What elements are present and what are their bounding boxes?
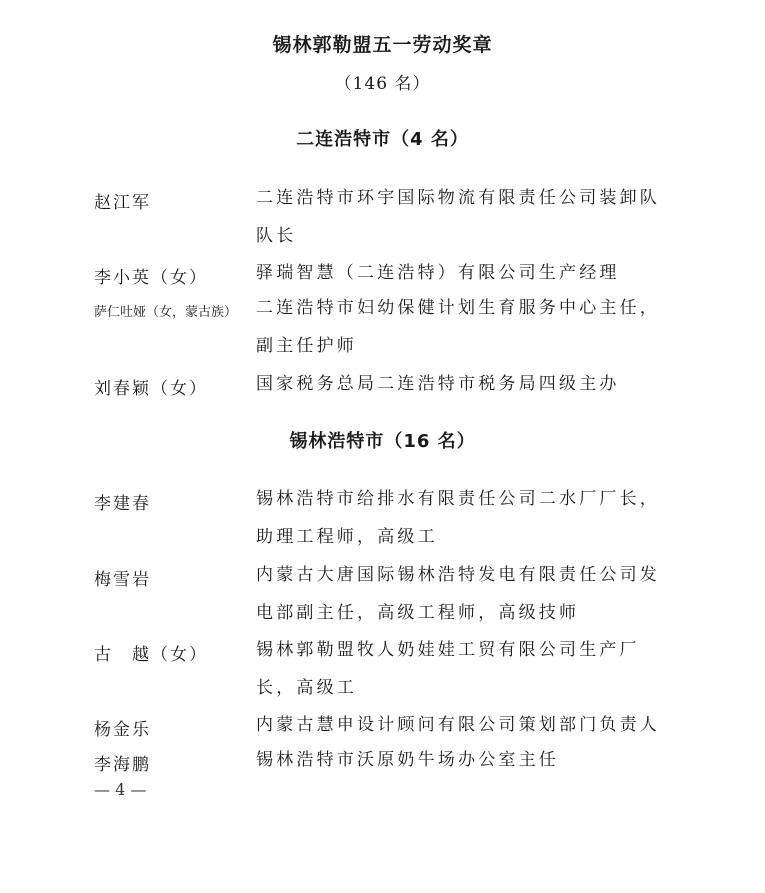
section-heading-erlian: 二连浩特市（4 名） [296, 129, 469, 150]
recipient-description: 内蒙古大唐国际锡林浩特发电有限责任公司发电部副主任，高级工程师，高级技师 [256, 565, 660, 623]
page-subtitle: （146 名） [334, 74, 431, 94]
recipient-description: 锡林郭勒盟牧人奶娃娃工贸有限公司生产厂长，高级工 [256, 640, 640, 698]
recipient-name: 赵江军 [94, 193, 151, 213]
recipient-description: 锡林浩特市沃原奶牛场办公室主任 [256, 750, 559, 770]
recipient-description: 二连浩特市环宇国际物流有限责任公司装卸队队长 [256, 188, 660, 246]
recipient-name: 梅雪岩 [94, 570, 151, 590]
recipient-name: 李建春 [94, 494, 151, 514]
recipient-name: 李海鹏 [94, 755, 151, 775]
section-heading-xilinhot: 锡林浩特市（16 名） [289, 431, 476, 452]
page-title: 锡林郭勒盟五一劳动奖章 [272, 34, 493, 56]
page-number: — 4 — [94, 780, 147, 799]
recipient-name: 萨仁吐娅（女，蒙古族） [94, 305, 238, 320]
recipient-description: 国家税务总局二连浩特市税务局四级主办 [256, 374, 620, 394]
recipient-description: 内蒙古慧申设计顾问有限公司策划部门负责人 [256, 715, 660, 735]
recipient-name: 杨金乐 [94, 720, 151, 740]
recipient-name: 古 越（女） [94, 645, 208, 665]
recipient-description: 驿瑞智慧（二连浩特）有限公司生产经理 [256, 263, 620, 283]
recipient-description: 锡林浩特市给排水有限责任公司二水厂厂长，助理工程师，高级工 [256, 489, 660, 547]
recipient-name: 李小英（女） [94, 268, 208, 288]
recipient-description: 二连浩特市妇幼保健计划生育服务中心主任，副主任护师 [256, 298, 660, 356]
recipient-name: 刘春颖（女） [94, 379, 208, 399]
